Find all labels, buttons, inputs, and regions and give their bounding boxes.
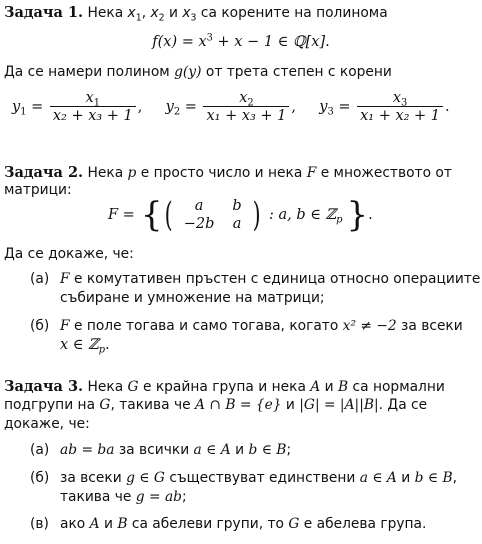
math-y2: y [165, 99, 174, 115]
text: и [235, 442, 245, 458]
text: . Да се [378, 397, 428, 413]
text: Нека [87, 379, 124, 395]
math-F: F [60, 271, 70, 287]
sub: 2 [173, 106, 181, 118]
text: ако [60, 516, 86, 532]
math-x1: x [127, 5, 136, 21]
num: x [392, 90, 402, 106]
math-x-in-zp: x ∈ ℤ [60, 337, 99, 353]
set-condition: : a, b ∈ ℤ [268, 207, 337, 223]
math-y1: y [12, 99, 21, 115]
problem-2-item-b-label: (б) [30, 318, 50, 334]
problem-3-item-b-line-1: за всеки g ∈ G съществуват единствени a ∈ A и b ∈ B, [60, 470, 457, 486]
sub: p [98, 344, 106, 356]
sub: 3 [190, 12, 197, 24]
problem-3-line-1 [4, 378, 445, 395]
math: b ∈ B [414, 470, 453, 486]
text: и [324, 379, 334, 395]
text: и [401, 470, 411, 486]
text: за всеки [60, 470, 122, 486]
problem-1-label: Задача 1. [4, 4, 84, 21]
text: е абелева група. [303, 516, 427, 532]
math-B: B [117, 516, 128, 532]
math-p: p [127, 165, 137, 181]
sub: 1 [93, 97, 101, 109]
text: за всички [118, 442, 190, 458]
text: са корените на полинома [200, 5, 388, 21]
problem-1-line-2 [4, 64, 392, 80]
problem-1-polynomial [0, 34, 482, 50]
text: е крайна група и нека [142, 379, 306, 395]
problem-2-item-b-line-1 [60, 318, 463, 334]
problem-3-item-b-label: (б) [30, 470, 50, 486]
math-gy: g(y) [174, 64, 202, 80]
math-B: B [338, 379, 349, 395]
problem-3-line-3: докаже, че: [4, 416, 90, 432]
matrix [184, 198, 242, 232]
sub: 3 [327, 106, 334, 118]
math-F: F [306, 165, 317, 181]
problem-2-item-b-line-2 [60, 337, 110, 356]
problem-3-item-a-label: (а) [30, 442, 50, 458]
text: такива че [119, 397, 191, 413]
eq: = [338, 99, 351, 115]
math: + x − 1 ∈ ℚ[x]. [212, 34, 330, 50]
eq: = [31, 99, 44, 115]
sub: 2 [158, 12, 165, 24]
matrix-cell: a [232, 216, 242, 232]
math-intersection: A ∩ B = {e} [195, 397, 282, 413]
text: и [285, 397, 295, 413]
problem-2-set-definition: F = { ( a b −2b a ) : a, b ∈ ℤ$_p$ } . [108, 195, 373, 235]
math: g = ab [135, 489, 183, 505]
math-F-eq: F = [108, 207, 135, 223]
math-expr: x² ≠ −2 [342, 318, 397, 334]
math-G: G [288, 516, 300, 532]
left-paren: ( [165, 195, 174, 235]
num: x [85, 90, 94, 106]
math: a ∈ A [193, 442, 231, 458]
problem-2-item-a-line-2: събиране и умножение на матрици; [60, 290, 325, 306]
text: е комутативен пръстен с единица относно операциите [73, 271, 481, 287]
sub: 1 [20, 106, 27, 118]
fraction-y2 [203, 90, 289, 124]
problem-3-item-b-line-2: такива че g = ab; [60, 489, 187, 505]
fraction-y3 [357, 90, 443, 124]
math: a ∈ A [359, 470, 397, 486]
text: съществуват единствени [169, 470, 356, 486]
math-A: A [310, 379, 321, 395]
text: Нека [87, 165, 124, 181]
text: Да се намери полином [4, 64, 170, 80]
den: x₁ + x₃ + 1 [206, 108, 287, 124]
problem-1-roots: $y_1$ = $\frac{x_1}{\text{x₂ + x₃ + 1}}$ , $y_2$ = $\frac{x_2}{\text{x₁ + x₃ + 1}}$ , $y_3$ = $\frac{x_3}{\text{x₁ + x₂ + 1}}$ . [12, 90, 450, 124]
math: b ∈ B [248, 442, 287, 458]
text: от трета степен с корени [205, 64, 392, 80]
problem-2-prove: Да се докаже, че: [4, 246, 134, 262]
math-G: G [99, 397, 111, 413]
sup: 3 [206, 32, 213, 44]
text: е просто число и нека [140, 165, 303, 181]
problem-3-item-v-label: (в) [30, 516, 49, 532]
text: подгрупи на [4, 397, 96, 413]
problem-2-item-a-label: (а) [30, 271, 50, 287]
text: и [169, 5, 178, 21]
eq: = [184, 99, 197, 115]
problem-3-item-a: ab = ba за всички a ∈ A и b ∈ B; [60, 442, 292, 458]
math-x2: x [150, 5, 159, 21]
text: са нормални [352, 379, 445, 395]
matrix-cell: a [194, 198, 204, 214]
left-brace: { [140, 195, 163, 235]
problem-3-line-2: подгрупи на G, такива че A ∩ B = {e} и |G| = |A||B|. Да се [4, 397, 428, 413]
math-A: A [89, 516, 100, 532]
text: е поле тогава и само тогава, когато [73, 318, 339, 334]
text: е множеството от [320, 165, 452, 181]
right-paren: ) [252, 195, 261, 235]
math-F: F [60, 318, 70, 334]
problem-2-line-2: матрици: [4, 182, 72, 198]
problem-2-item-a-line-1 [60, 271, 480, 287]
right-brace: } [346, 195, 369, 235]
math-G: G [127, 379, 139, 395]
problem-3-item-v [60, 516, 426, 532]
text: и [103, 516, 113, 532]
math: ab = ba [60, 442, 115, 458]
fraction-y1 [50, 90, 136, 124]
math: g ∈ G [126, 470, 165, 486]
math-x3: x [182, 5, 191, 21]
math-fx: f(x) = x [152, 34, 207, 50]
problem-3-label: Задача 3. [4, 378, 84, 395]
sub: 2 [247, 97, 254, 109]
problem-1-line-1: Задача 1. Нека $x_1$, $x_2$ и $x_3$ са корените на полинома [4, 4, 388, 24]
problem-2-line-1 [4, 164, 452, 181]
den: x₂ + x₃ + 1 [52, 108, 133, 124]
matrix-cell: b [232, 198, 242, 214]
sub: 1 [135, 12, 142, 24]
text: такива че [60, 489, 132, 505]
text: са абелеви групи, то [131, 516, 284, 532]
math-order: |G| = |A||B| [299, 397, 379, 413]
text: . [105, 337, 110, 353]
sub: p [336, 214, 343, 226]
math-y3: y [319, 99, 328, 115]
text: Нека [87, 5, 124, 21]
sub: 3 [401, 97, 408, 109]
den: x₁ + x₂ + 1 [360, 108, 441, 124]
matrix-cell: −2b [183, 216, 215, 232]
problem-2-label: Задача 2. [4, 164, 84, 181]
num: x [239, 90, 248, 106]
text: за всеки [401, 318, 463, 334]
